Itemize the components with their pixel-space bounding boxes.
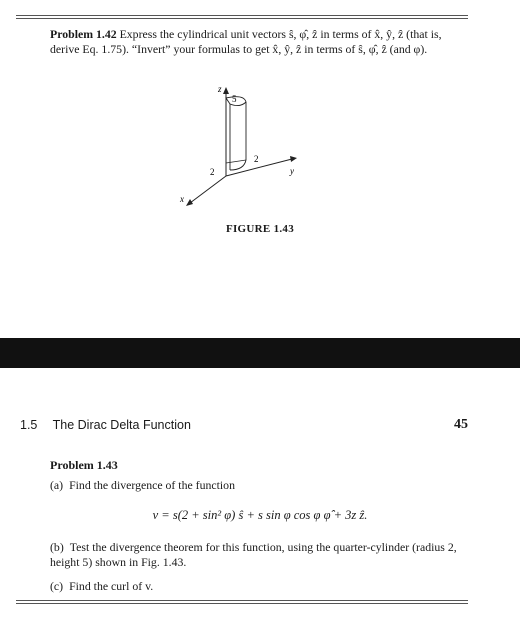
part-a-text: Find the divergence of the function (69, 478, 235, 492)
problem-1-42 (50, 27, 468, 56)
running-header (20, 418, 468, 433)
x-axis-label: x (180, 194, 184, 204)
top-rule-2 (16, 18, 468, 19)
page-number: 45 (454, 417, 468, 432)
quarter-cylinder-figure (160, 80, 340, 220)
part-c-text: Find the curl of v. (69, 579, 154, 593)
radius-label-y: 2 (254, 154, 259, 164)
part-b (50, 540, 468, 570)
x-axis-arrow (186, 199, 193, 206)
part-a (50, 478, 468, 493)
z-axis-label: z (218, 84, 222, 94)
problem-1-42-text: Express the cylindrical unit vectors ŝ, φ̂, ẑ in terms of x̂, ŷ, ẑ (that is, derive Eq. 1.75). “Invert” your formulas to get x̂, ŷ, ẑ in terms of ŝ, φ̂, ẑ (and φ). (50, 27, 442, 56)
part-b-label: (b) (50, 540, 64, 554)
part-c-label: (c) (50, 579, 64, 593)
z-axis-arrow (223, 87, 229, 94)
vector-field-equation: v = s(2 + sin² φ) ŝ + s sin φ cos φ φ̂ + 3z ẑ. (152, 508, 368, 522)
problem-1-42-label: Problem 1.42 (50, 27, 117, 41)
bottom-rule-1 (16, 600, 468, 601)
part-a-label: (a) (50, 478, 64, 492)
x-axis (190, 176, 226, 203)
cylinder-base-edge (226, 160, 246, 163)
page-divider-band (0, 338, 520, 368)
top-rule-1 (16, 15, 468, 16)
figure-caption: FIGURE 1.43 (225, 223, 295, 235)
section-title: The Dirac Delta Function (52, 418, 191, 432)
height-label: 5 (232, 94, 237, 104)
problem-1-43-title: Problem 1.43 (50, 458, 118, 472)
part-b-text: Test the divergence theorem for this function, using the quarter-cylinder (radius 2, height 5) shown in Fig. 1.43. (50, 540, 457, 569)
part-c (50, 579, 468, 594)
section-number: 1.5 (20, 418, 38, 432)
bottom-rule-2 (16, 603, 468, 604)
y-axis-label: y (290, 166, 294, 176)
section-heading (20, 418, 191, 433)
y-axis-arrow (290, 156, 297, 162)
radius-label-x: 2 (210, 167, 215, 177)
